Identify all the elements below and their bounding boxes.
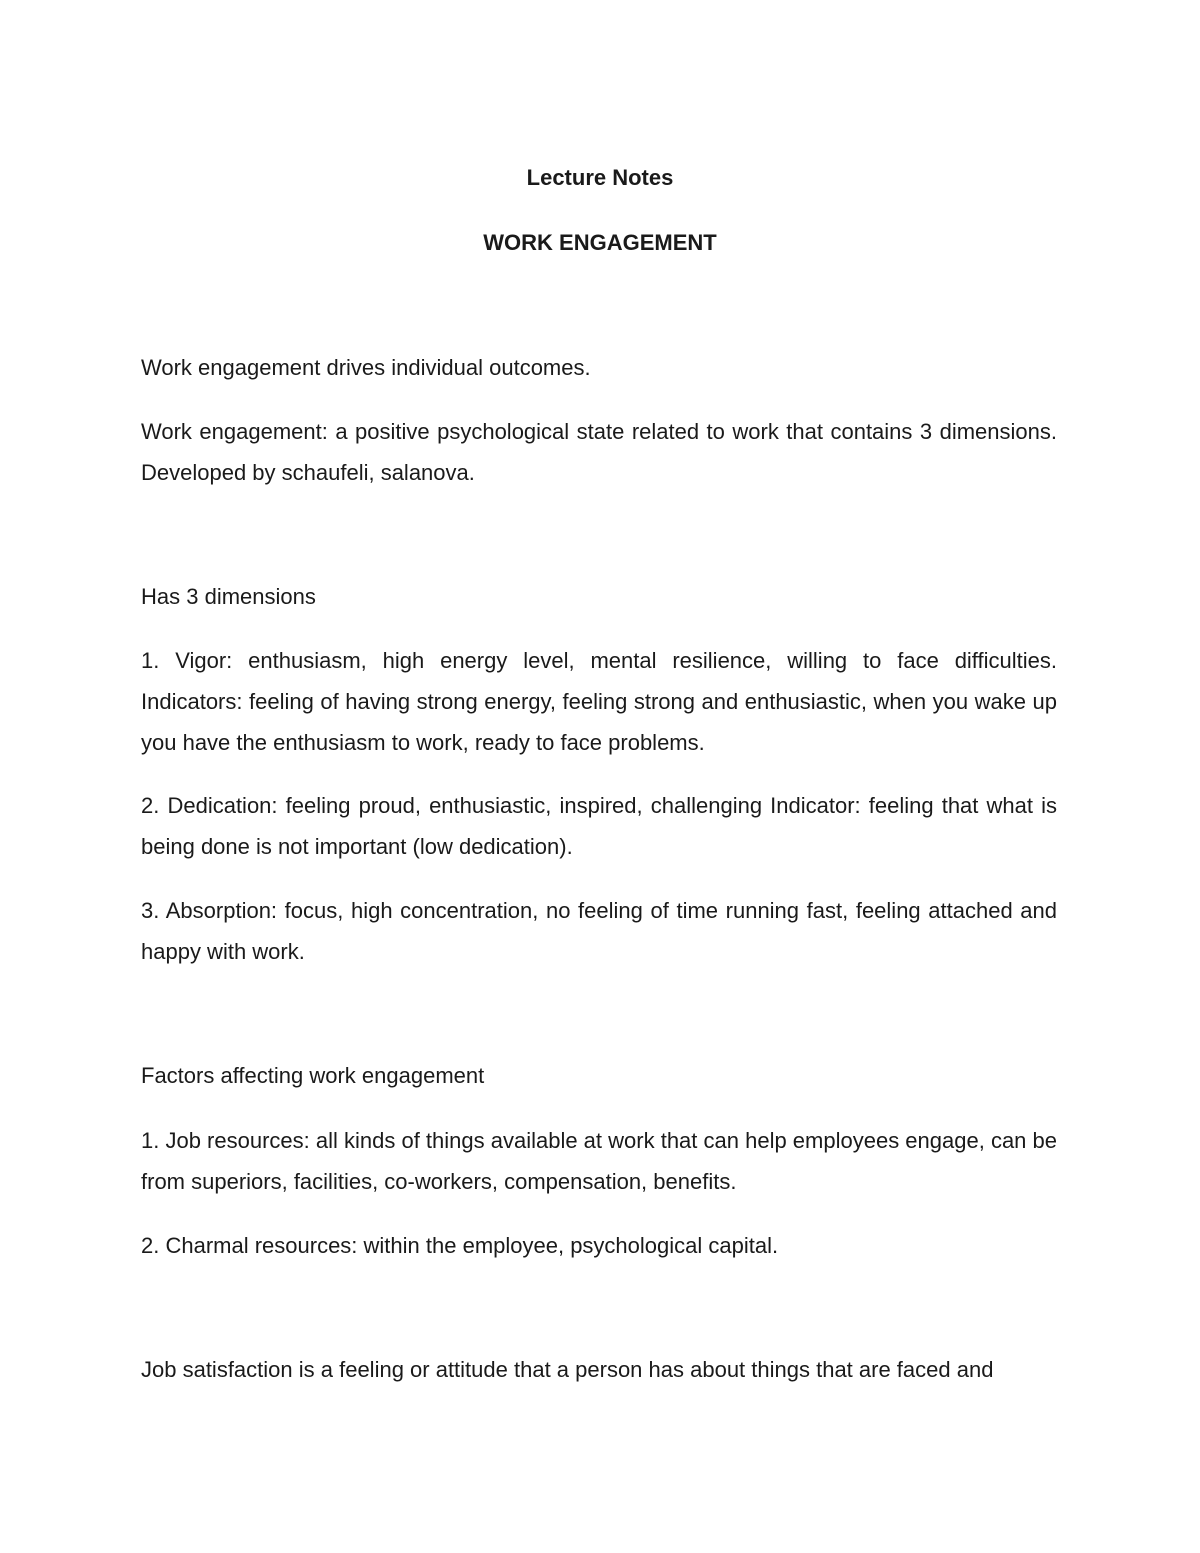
list-item-absorption: 3. Absorption: focus, high concentration, no feeling of time running fast, feeling attached and happy with work. <box>141 898 1057 964</box>
list-item-job-resources: 1. Job resources: all kinds of things available at work that can help employees engage, can be from superiors, facilities, co-workers, compensation, benefits. <box>141 1128 1057 1194</box>
paragraph-job-satisfaction: Job satisfaction is a feeling or attitude that a person has about things that are faced and <box>141 1357 994 1382</box>
document-subtitle: WORK ENGAGEMENT <box>483 230 717 255</box>
list-item-dedication: 2. Dedication: feeling proud, enthusiastic, inspired, challenging Indicator: feeling that what is being done is not important (low dedication). <box>141 793 1057 859</box>
paragraph-has-dimensions: Has 3 dimensions <box>141 584 316 609</box>
list-item-vigor: 1. Vigor: enthusiasm, high energy level, mental resilience, willing to face difficulties. Indicators: feeling of having strong energy, feeling strong and enthusiastic, when you wake up you have the enthusiasm to work, ready to face problems. <box>141 648 1057 755</box>
paragraph-definition: Work engagement: a positive psychological state related to work that contains 3 dimensions. Developed by schaufeli, salanova. <box>141 419 1057 485</box>
document-title: Lecture Notes <box>526 165 674 190</box>
paragraph-drives: Work engagement drives individual outcomes. <box>141 355 591 380</box>
paragraph-factors: Factors affecting work engagement <box>141 1063 485 1088</box>
list-item-charmal-resources: 2. Charmal resources: within the employee, psychological capital. <box>141 1233 779 1258</box>
